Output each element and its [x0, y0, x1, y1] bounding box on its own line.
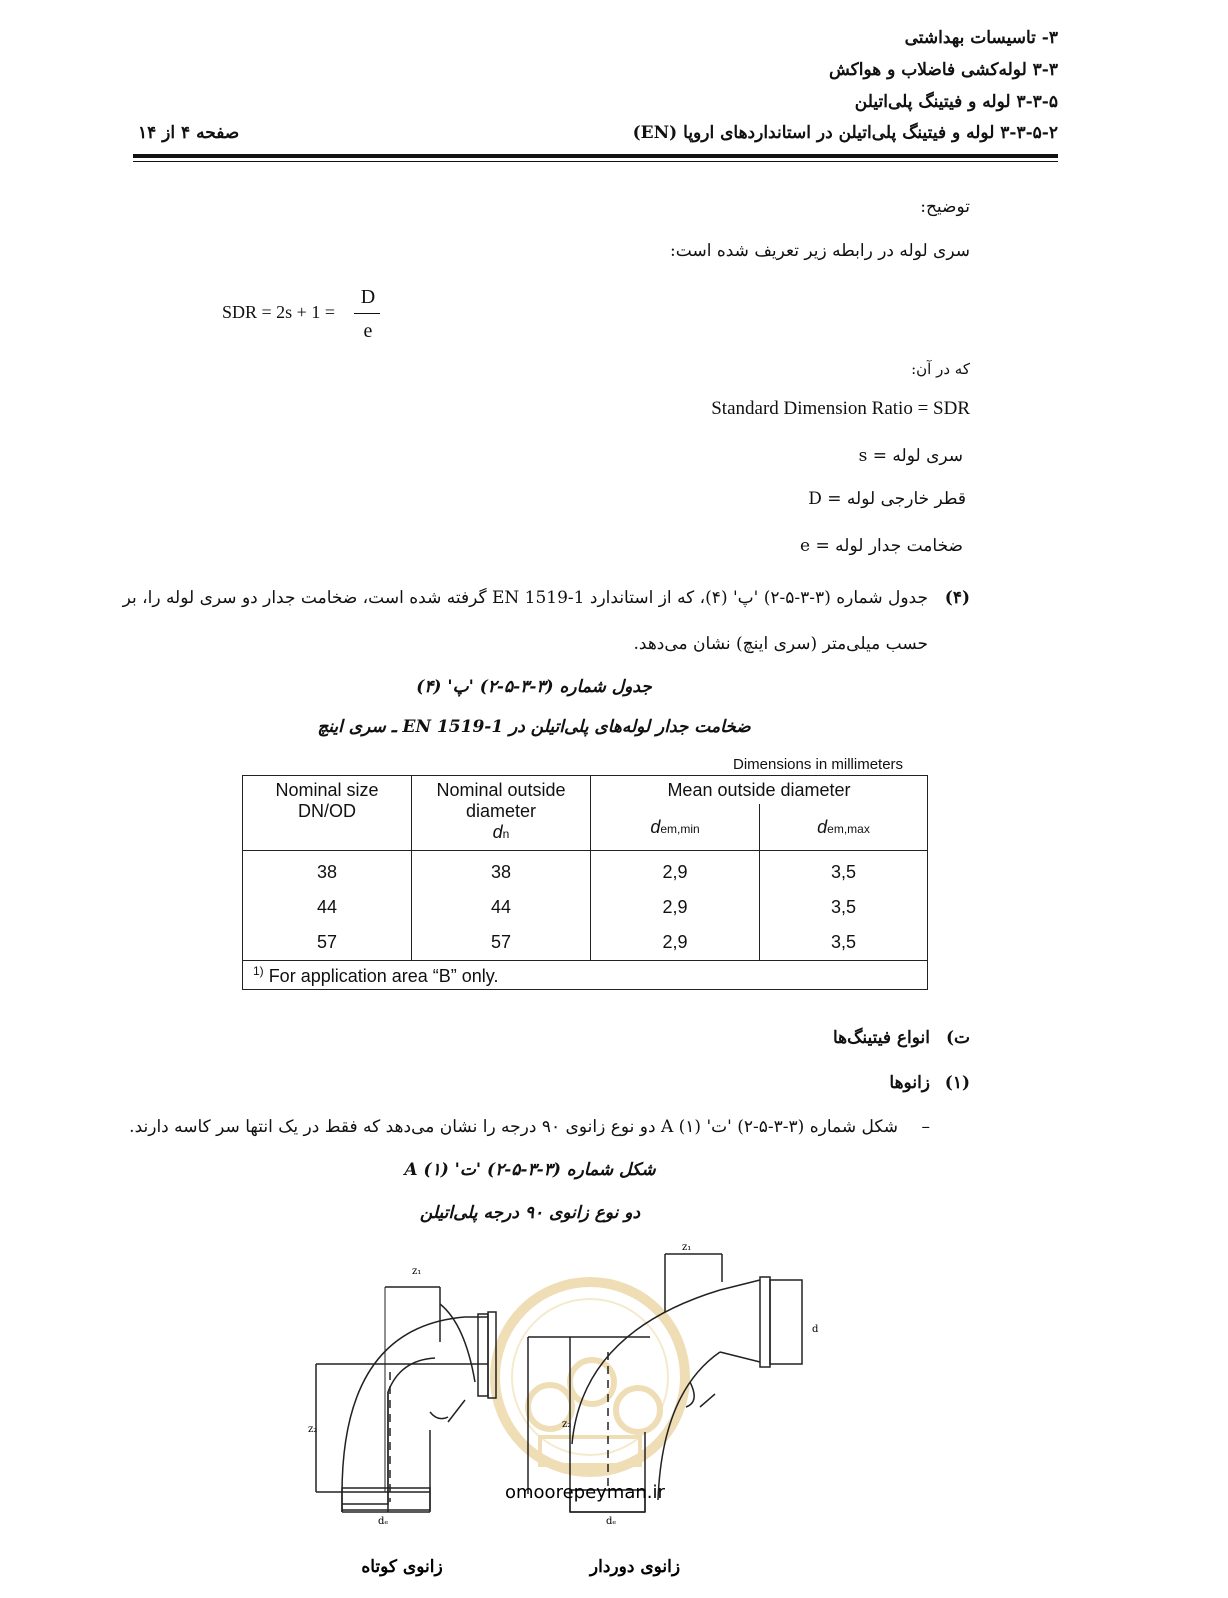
- cell-dem-min: 2,9: [591, 925, 760, 961]
- cell-dem-min: 2,9: [591, 851, 760, 891]
- header-nominal-size-line1: Nominal size: [275, 780, 379, 800]
- section-t-title: انواع فیتینگ‌ها: [832, 1028, 930, 1048]
- bullet-text: شکل شماره (۳-۳-۵-۲) 'ت' (۱) A دو نوع زانوی ۹۰ درجه را نشان می‌دهد که فقط در یک انتها سر کاسه دارند.: [129, 1117, 898, 1137]
- header-rule-thin: [133, 161, 1058, 162]
- item4-line1: جدول شماره (۳-۳-۵-۲) 'پ' (۴)، که از استاندارد EN 1519-1 گرفته شده است، ضخامت جدار دو سری لوله را، بر: [122, 588, 928, 608]
- formula-left: SDR = 2s + 1 =: [222, 302, 335, 322]
- header-line-4: ۳-۳-۵-۲ لوله و فیتینگ پلی‌اتیلن در استانداردهای اروپا (EN): [632, 123, 1058, 143]
- header-dem-min-symbol: d: [650, 816, 661, 837]
- formula-numerator: D: [360, 286, 376, 308]
- cell-nominal-outside-diameter: 38: [412, 851, 591, 891]
- section-t-label: ت): [945, 1028, 970, 1048]
- explanation-intro: سری لوله در رابطه زیر تعریف شده است:: [670, 241, 970, 261]
- table-row: [243, 925, 928, 961]
- cell-nominal-outside-diameter: 44: [412, 890, 591, 925]
- header-nod-line2: diameter: [465, 801, 537, 821]
- cell-nominal-size: 57: [243, 925, 412, 961]
- header-nod-symbol: [412, 822, 590, 843]
- header-dem-min: [591, 804, 760, 851]
- explanation-label: توضیح:: [920, 197, 970, 217]
- bullet-mark: –: [921, 1117, 930, 1137]
- table-caption-title: ضخامت جدار لوله‌های پلی‌اتیلن در EN 1519-1 ـ سری اینچ: [317, 717, 751, 737]
- footnote-mark: 1): [253, 963, 264, 978]
- header-rule-thick: [133, 154, 1058, 158]
- dim-z2-left: z₂: [308, 1424, 318, 1435]
- def-sdr: Standard Dimension Ratio = SDR: [711, 398, 970, 419]
- header-nominal-outside-diameter: [412, 776, 591, 851]
- short-elbow-drawing: [316, 1287, 496, 1512]
- dim-z1-right: z₁: [682, 1242, 692, 1253]
- def-s: s = سری لوله: [858, 446, 963, 466]
- table-row: [243, 890, 928, 925]
- header-line-2: ۳-۳ لوله‌کشی فاضلاب و هواکش: [828, 60, 1058, 80]
- header-nod-line1: Nominal outside: [436, 780, 566, 800]
- formula-denominator: e: [363, 320, 373, 342]
- dim-z1-left: z₁: [412, 1266, 422, 1277]
- header-dem-max-sub: em,max: [827, 821, 870, 836]
- header-dem-min-sub: em,min: [660, 821, 700, 836]
- figure-caption-title: دو نوع زانوی ۹۰ درجه پلی‌اتیلن: [419, 1203, 641, 1223]
- watermark-logo: [495, 1282, 685, 1472]
- header-dem-max: [760, 804, 928, 851]
- def-d: D = قطر خارجی لوله: [808, 489, 966, 509]
- page-number: صفحه ۴ از ۱۴: [138, 123, 240, 143]
- dim-de-left: dₑ: [378, 1516, 389, 1527]
- formula-fraction-bar: [354, 313, 380, 314]
- table-caption-number: جدول شماره (۳-۳-۵-۲) 'پ' (۴): [416, 677, 652, 697]
- def-e: e = ضخامت جدار لوله: [800, 536, 963, 556]
- table-footnote: [243, 961, 928, 990]
- label-short-elbow: زانوی کوتاه: [361, 1557, 443, 1577]
- dim-de-right: dₑ: [606, 1516, 617, 1527]
- cell-dem-max: 3,5: [760, 890, 928, 925]
- header-nod-symbol-d: d: [492, 822, 503, 842]
- item4-line2: حسب میلی‌متر (سری اینچ) نشان می‌دهد.: [633, 634, 928, 654]
- cell-dem-max: 3,5: [760, 925, 928, 961]
- subsection-title: زانوها: [889, 1073, 930, 1093]
- cell-dem-min: 2,9: [591, 890, 760, 925]
- cell-nominal-size: 38: [243, 851, 412, 891]
- where-label: که در آن:: [911, 360, 970, 378]
- figure-caption-number: شکل شماره (۳-۳-۵-۲) 'ت' (۱) A: [404, 1160, 656, 1180]
- item4-number: (۴): [944, 588, 970, 608]
- footnote-text: For application area “B” only.: [268, 965, 499, 986]
- header-line-3: ۳-۳-۵ لوله و فیتینگ پلی‌اتیلن: [854, 92, 1058, 112]
- units-note: Dimensions in millimeters: [733, 756, 904, 773]
- subsection-number: (۱): [944, 1073, 970, 1093]
- dim-z2-right: z₂: [562, 1419, 572, 1430]
- header-mean-outside-diameter: Mean outside diameter: [591, 776, 928, 805]
- dimensions-table: [242, 775, 928, 990]
- header-nominal-size: [243, 776, 412, 851]
- header-dem-max-symbol: d: [817, 816, 828, 837]
- label-long-elbow: زانوی دوردار: [589, 1557, 681, 1577]
- header-nominal-size-line2: DN/OD: [298, 801, 356, 821]
- dim-d: d: [812, 1324, 819, 1335]
- header-nod-symbol-sub: n: [502, 827, 510, 841]
- watermark-text: omoorepeyman.ir: [505, 1482, 665, 1503]
- header-line-1: ۳- تاسیسات بهداشتی: [904, 28, 1058, 48]
- elbow-figure: [290, 1232, 850, 1598]
- table-row: [243, 851, 928, 891]
- cell-nominal-outside-diameter: 57: [412, 925, 591, 961]
- cell-dem-max: 3,5: [760, 851, 928, 891]
- cell-nominal-size: 44: [243, 890, 412, 925]
